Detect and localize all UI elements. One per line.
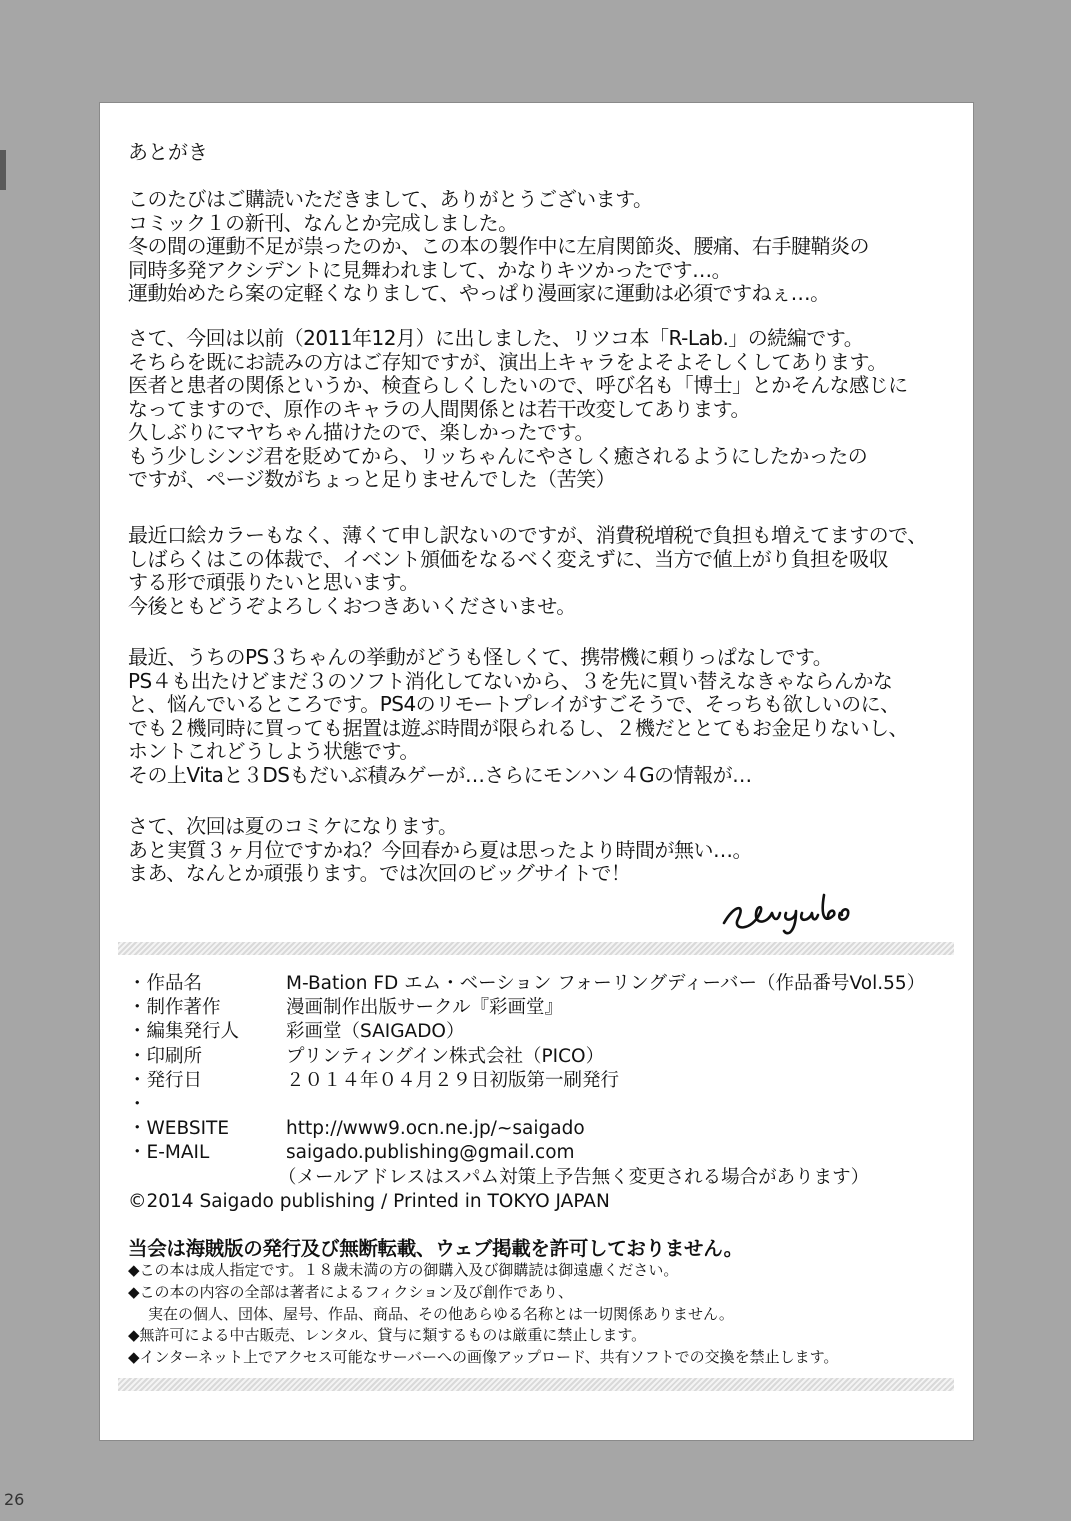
email-address: saigado.publishing@gmail.com — [286, 1142, 575, 1164]
copyright: ©2014 Saigado publishing / Printed in TOKYO JAPAN — [128, 1190, 610, 1212]
text-line: ですが、ページ数がちょっと足りませんでした（苦笑） — [128, 467, 616, 491]
colophon-label: ・印刷所 — [128, 1045, 203, 1067]
text-line: 最近口絵カラーもなく、薄くて申し訳ないのですが、消費税増税で負担も増えてますので、 — [128, 523, 927, 547]
paragraph-3 — [128, 524, 927, 618]
divider-stripe — [118, 1378, 954, 1391]
text-line: さて、今回は以前（2011年12月）に出しました、リツコ本「R-Lab.」の続編です。 — [128, 326, 864, 350]
text-line: ホントこれどうしよう状態です。 — [128, 739, 419, 763]
colophon-label: ・発行日 — [128, 1069, 203, 1091]
text-line: まあ、なんとか頑張ります。では次回のビッグサイトで！ — [128, 861, 631, 885]
text-line: 最近、うちのPS３ちゃんの挙動がどうも怪しくて、携帯機に頼りっぱなしです。 — [128, 645, 833, 669]
colophon-row — [128, 1045, 968, 1069]
text-line: と、悩んでいるところです。PS4のリモートプレイがすごそうで、そっちも欲しいのに、 — [128, 692, 900, 716]
colophon-row — [128, 1093, 968, 1117]
mail-note-row — [128, 1166, 968, 1190]
colophon-row-website — [128, 1117, 968, 1141]
rule-item: ◆無許可による中古販売、レンタル、貸与に類するものは厳重に禁止します。 — [128, 1326, 647, 1345]
colophon-value: M-Bation FD エム・ベーション フォーリングディーバー（作品番号Vol.55） — [286, 973, 926, 994]
rule-item: ◆この本は成人指定です。１８歳未満の方の御購入及び御購読は御遠慮ください。 — [128, 1261, 679, 1279]
text-line: あと実質３ヶ月位ですかね？今回春から夏は思ったより時間が無い…。 — [128, 837, 752, 862]
afterword-title: あとがき — [128, 140, 208, 164]
rule-item: 実在の個人、団体、屋号、作品、商品、その他あらゆる名称とは一切関係ありません。 — [148, 1304, 734, 1323]
colophon-value: 漫画制作出版サークル『彩画堂』 — [286, 997, 563, 1019]
divider-stripe — [118, 942, 954, 955]
text-line: コミック１の新刊、なんとか完成しました。 — [128, 210, 518, 235]
rules-list — [128, 1260, 838, 1369]
text-line: さて、次回は夏のコミケになります。 — [128, 814, 458, 838]
text-line: そちらを既にお読みの方はご存知ですが、演出上キャラをよそよそしくしてあります。 — [128, 349, 887, 374]
rule-item: ◆インターネット上でアクセス可能なサーバーへの画像アップロード、共有ソフトでの交換を禁止します。 — [128, 1348, 839, 1367]
colophon-label: ・E-MAIL — [128, 1142, 210, 1164]
page-number: 26 — [4, 1490, 25, 1509]
text-line: でも２機同時に買っても据置は遊ぶ時間が限られるし、２機だととてもお金足りないし、 — [128, 715, 908, 740]
text-line: このたびはご購読いただきまして、ありがとうございます。 — [128, 187, 653, 211]
colophon-label: ・ — [128, 1093, 147, 1115]
handwritten-signature — [716, 875, 956, 945]
paragraph-2 — [128, 327, 908, 492]
text-line: PS４も出たけどまだ３のソフト消化してないから、３を先に買い替えなきゃならんかな — [128, 668, 893, 693]
colophon-label: ・作品名 — [128, 973, 203, 994]
text-line: その上Vitaと３DSもだいぶ積みゲーが…さらにモンハン４Gの情報が… — [128, 762, 752, 787]
colophon-row — [128, 1020, 968, 1044]
website-link: http://www9.ocn.ne.jp/~saigado — [286, 1118, 585, 1140]
colophon-label: ・編集発行人 — [128, 1021, 240, 1043]
mail-note: （メールアドレスはスパム対策上予告無く変更される場合があります） — [278, 1166, 870, 1188]
text-line: 運動始めたら案の定軽くなりまして、やっぱり漫画家に運動は必須ですねぇ…。 — [128, 281, 830, 305]
text-line: 同時多発アクシデントに見舞われまして、かなりキツかったです…。 — [128, 257, 732, 282]
colophon-label: ・制作著作 — [128, 997, 221, 1019]
text-line: 久しぶりにマヤちゃん描けたので、楽しかったです。 — [128, 420, 594, 444]
text-line: しばらくはこの体裁で、イベント頒価をなるべく変えずに、当方で値上がり負担を吸収 — [128, 546, 889, 571]
colophon-label: ・WEBSITE — [128, 1118, 230, 1140]
colophon-row — [128, 972, 968, 996]
colophon-value: ２０１４年０４月２９日初版第一刷発行 — [286, 1069, 620, 1091]
piracy-notice: 当会は海賊版の発行及び無断転載、ウェブ掲載を許可しておりません。 — [128, 1237, 743, 1260]
text-line: 医者と患者の関係というか、検査らしくしたいので、呼び名も「博士」とかそんな感じに — [128, 373, 908, 397]
text-line: 冬の間の運動不足が祟ったのか、この本の製作中に左肩関節炎、腰痛、右手腱鞘炎の — [128, 234, 869, 258]
colophon-value: プリンティングイン株式会社（PICO） — [286, 1045, 605, 1067]
colophon-row — [128, 996, 968, 1020]
binding-tab — [0, 150, 6, 190]
paragraph-1 — [128, 188, 869, 306]
text-line: なってますので、原作のキャラの人間関係とは若干改変してあります。 — [128, 396, 750, 421]
colophon-value: 彩画堂（SAIGADO） — [286, 1021, 465, 1043]
text-line: する形で頑張りたいと思います。 — [128, 570, 419, 594]
text-line: もう少しシンジ君を貶めてから、リッちゃんにやさしく癒されるようにしたかったの — [128, 443, 868, 468]
paragraph-4 — [128, 646, 908, 787]
colophon-row-email — [128, 1141, 968, 1165]
rule-item: ◆この本の内容の全部は著者によるフィクション及び創作であり、 — [128, 1282, 574, 1301]
colophon — [128, 972, 968, 1214]
text-line: 今後ともどうぞよろしくおつきあいくださいませ。 — [128, 593, 576, 618]
colophon-row — [128, 1069, 968, 1093]
paragraph-5 — [128, 815, 752, 886]
